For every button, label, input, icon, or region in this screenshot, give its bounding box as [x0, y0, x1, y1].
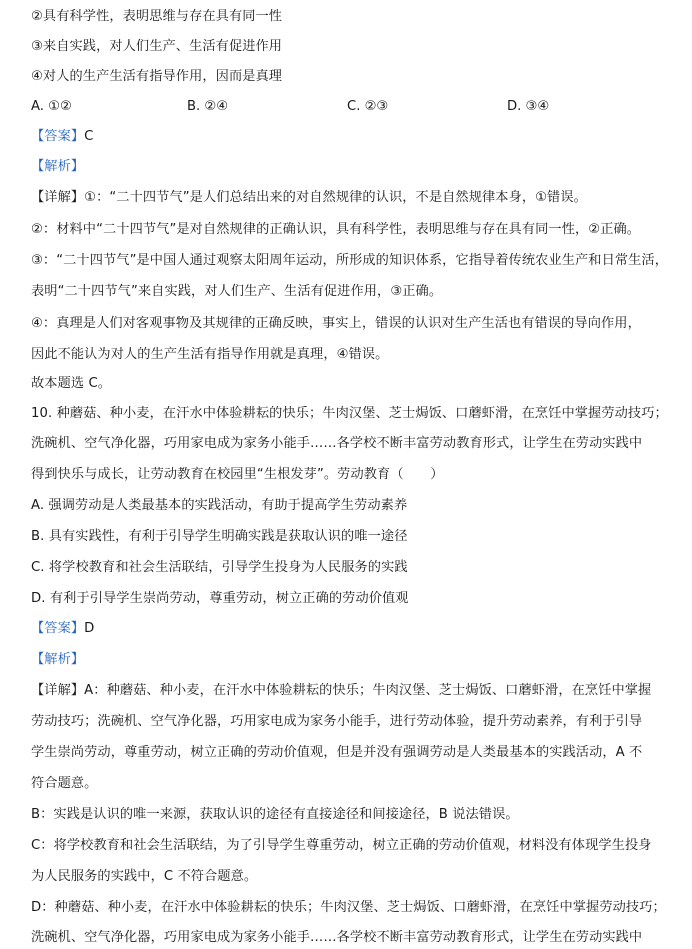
q10-detail-line-4: 符合题意。: [31, 776, 98, 791]
q10-detail-line-7: 为人民服务的实践中，C 不符合题意。: [31, 869, 258, 884]
q10-stem-line-3: 得到快乐与成长，让劳动教育在校园里“生根发芽”。劳动教育（ ）: [31, 467, 444, 482]
q10-option-a: A. 强调劳动是人类最基本的实践活动，有助于提高学生劳动素养: [31, 498, 408, 513]
detail-label: 【详解】: [31, 190, 85, 205]
q10-analysis-heading: [31, 651, 84, 669]
q10-detail-line-6: C：将学校教育和社会生活联结，为了引导学生尊重劳动，树立正确的劳动价值观，材料没有体现学生投身: [31, 838, 652, 853]
q10-option-b: B. 具有实践性，有利于引导学生明确实践是获取认识的唯一途径: [31, 529, 408, 544]
q9-answer: [31, 128, 93, 146]
q9-detail-line-6: 因此不能认为对人的生产生活有指导作用就是真理，④错误。: [31, 347, 389, 362]
q9-detail-line-4: 表明“二十四节气”来自实践，对人们生产、生活有促进作用，③正确。: [31, 284, 443, 299]
q9-statement-3: ③来自实践，对人们生产、生活有促进作用: [31, 39, 283, 54]
analysis-label: 【解析】: [31, 159, 85, 174]
detail-label: 【详解】: [31, 683, 85, 698]
q9-detail-line-2: ②：材料中“二十四节气”是对自然规律的正确认识，具有科学性，表明思维与存在具有同一性，②正确。: [31, 222, 641, 237]
q9-statement-2: ②具有科学性，表明思维与存在具有同一性: [31, 9, 283, 24]
q9-detail-line-3: ③：“二十四节气”是中国人通过观察太阳周年运动，所形成的知识体系，它指导着传统农业生产和日常生活，: [31, 253, 669, 268]
q9-conclusion: 故本题选 C。: [31, 376, 112, 391]
q10-detail-line-2: 劳动技巧；洗碗机、空气净化器，巧用家电成为家务小能手，进行劳动体验，提升劳动素养，有利于引导: [31, 714, 643, 729]
analysis-label: 【解析】: [31, 652, 85, 667]
q9-detail-line-5: ④：真理是人们对客观事物及其规律的正确反映，事实上，错误的认识对生产生活也有错误的导向作用，: [31, 316, 641, 331]
q9-detail-line-1: [31, 189, 587, 207]
q10-detail-line-1: [31, 682, 651, 700]
q10-stem-line-2: 洗碗机、空气净化器，巧用家电成为家务小能手……各学校不断丰富劳动教育形式，让学生在劳动实践中: [31, 436, 643, 451]
answer-label: 【答案】: [31, 129, 85, 144]
answer-value: C: [84, 129, 94, 144]
q9-option-d: D. ③④: [507, 99, 550, 114]
answer-value: D: [84, 621, 95, 636]
q10-option-c: C. 将学校教育和社会生活联结，引导学生投身为人民服务的实践: [31, 560, 408, 575]
q10-option-d: D. 有利于引导学生崇尚劳动，尊重劳动，树立正确的劳动价值观: [31, 591, 409, 606]
q10-detail-line-8: D：种蘑菇、种小麦，在汗水中体验耕耘的快乐；牛肉汉堡、芝士焗饭、口蘑虾滑，在烹饪中掌握劳动技巧；: [31, 900, 666, 915]
q10-detail-line-3: 学生崇尚劳动，尊重劳动，树立正确的劳动价值观，但是并没有强调劳动是人类最基本的实践活动，A 不: [31, 745, 643, 760]
q10-answer: [31, 620, 94, 638]
q10-stem-line-1: 10. 种蘑菇、种小麦，在汗水中体验耕耘的快乐；牛肉汉堡、芝士焗饭、口蘑虾滑，在烹饪中掌握劳动技巧；: [31, 406, 668, 421]
q9-analysis-heading: [31, 158, 84, 176]
q9-option-c: C. ②③: [347, 99, 389, 114]
answer-label: 【答案】: [31, 621, 85, 636]
detail-text: ①：“二十四节气”是人们总结出来的对自然规律的认识，不是自然规律本身，①错误。: [84, 190, 587, 205]
q9-option-a: A. ①②: [31, 99, 72, 114]
q10-detail-line-5: B：实践是认识的唯一来源，获取认识的途径有直接途径和间接途径，B 说法错误。: [31, 807, 519, 822]
q10-detail-line-9: 洗碗机、空气净化器，巧用家电成为家务小能手……各学校不断丰富劳动教育形式，让学生在劳动实践中: [31, 930, 643, 945]
detail-text: A：种蘑菇、种小麦，在汗水中体验耕耘的快乐；牛肉汉堡、芝士焗饭、口蘑虾滑，在烹饪中掌握: [84, 683, 652, 698]
q9-statement-4: ④对人的生产生活有指导作用，因而是真理: [31, 69, 283, 84]
q9-option-b: B. ②④: [187, 99, 229, 114]
